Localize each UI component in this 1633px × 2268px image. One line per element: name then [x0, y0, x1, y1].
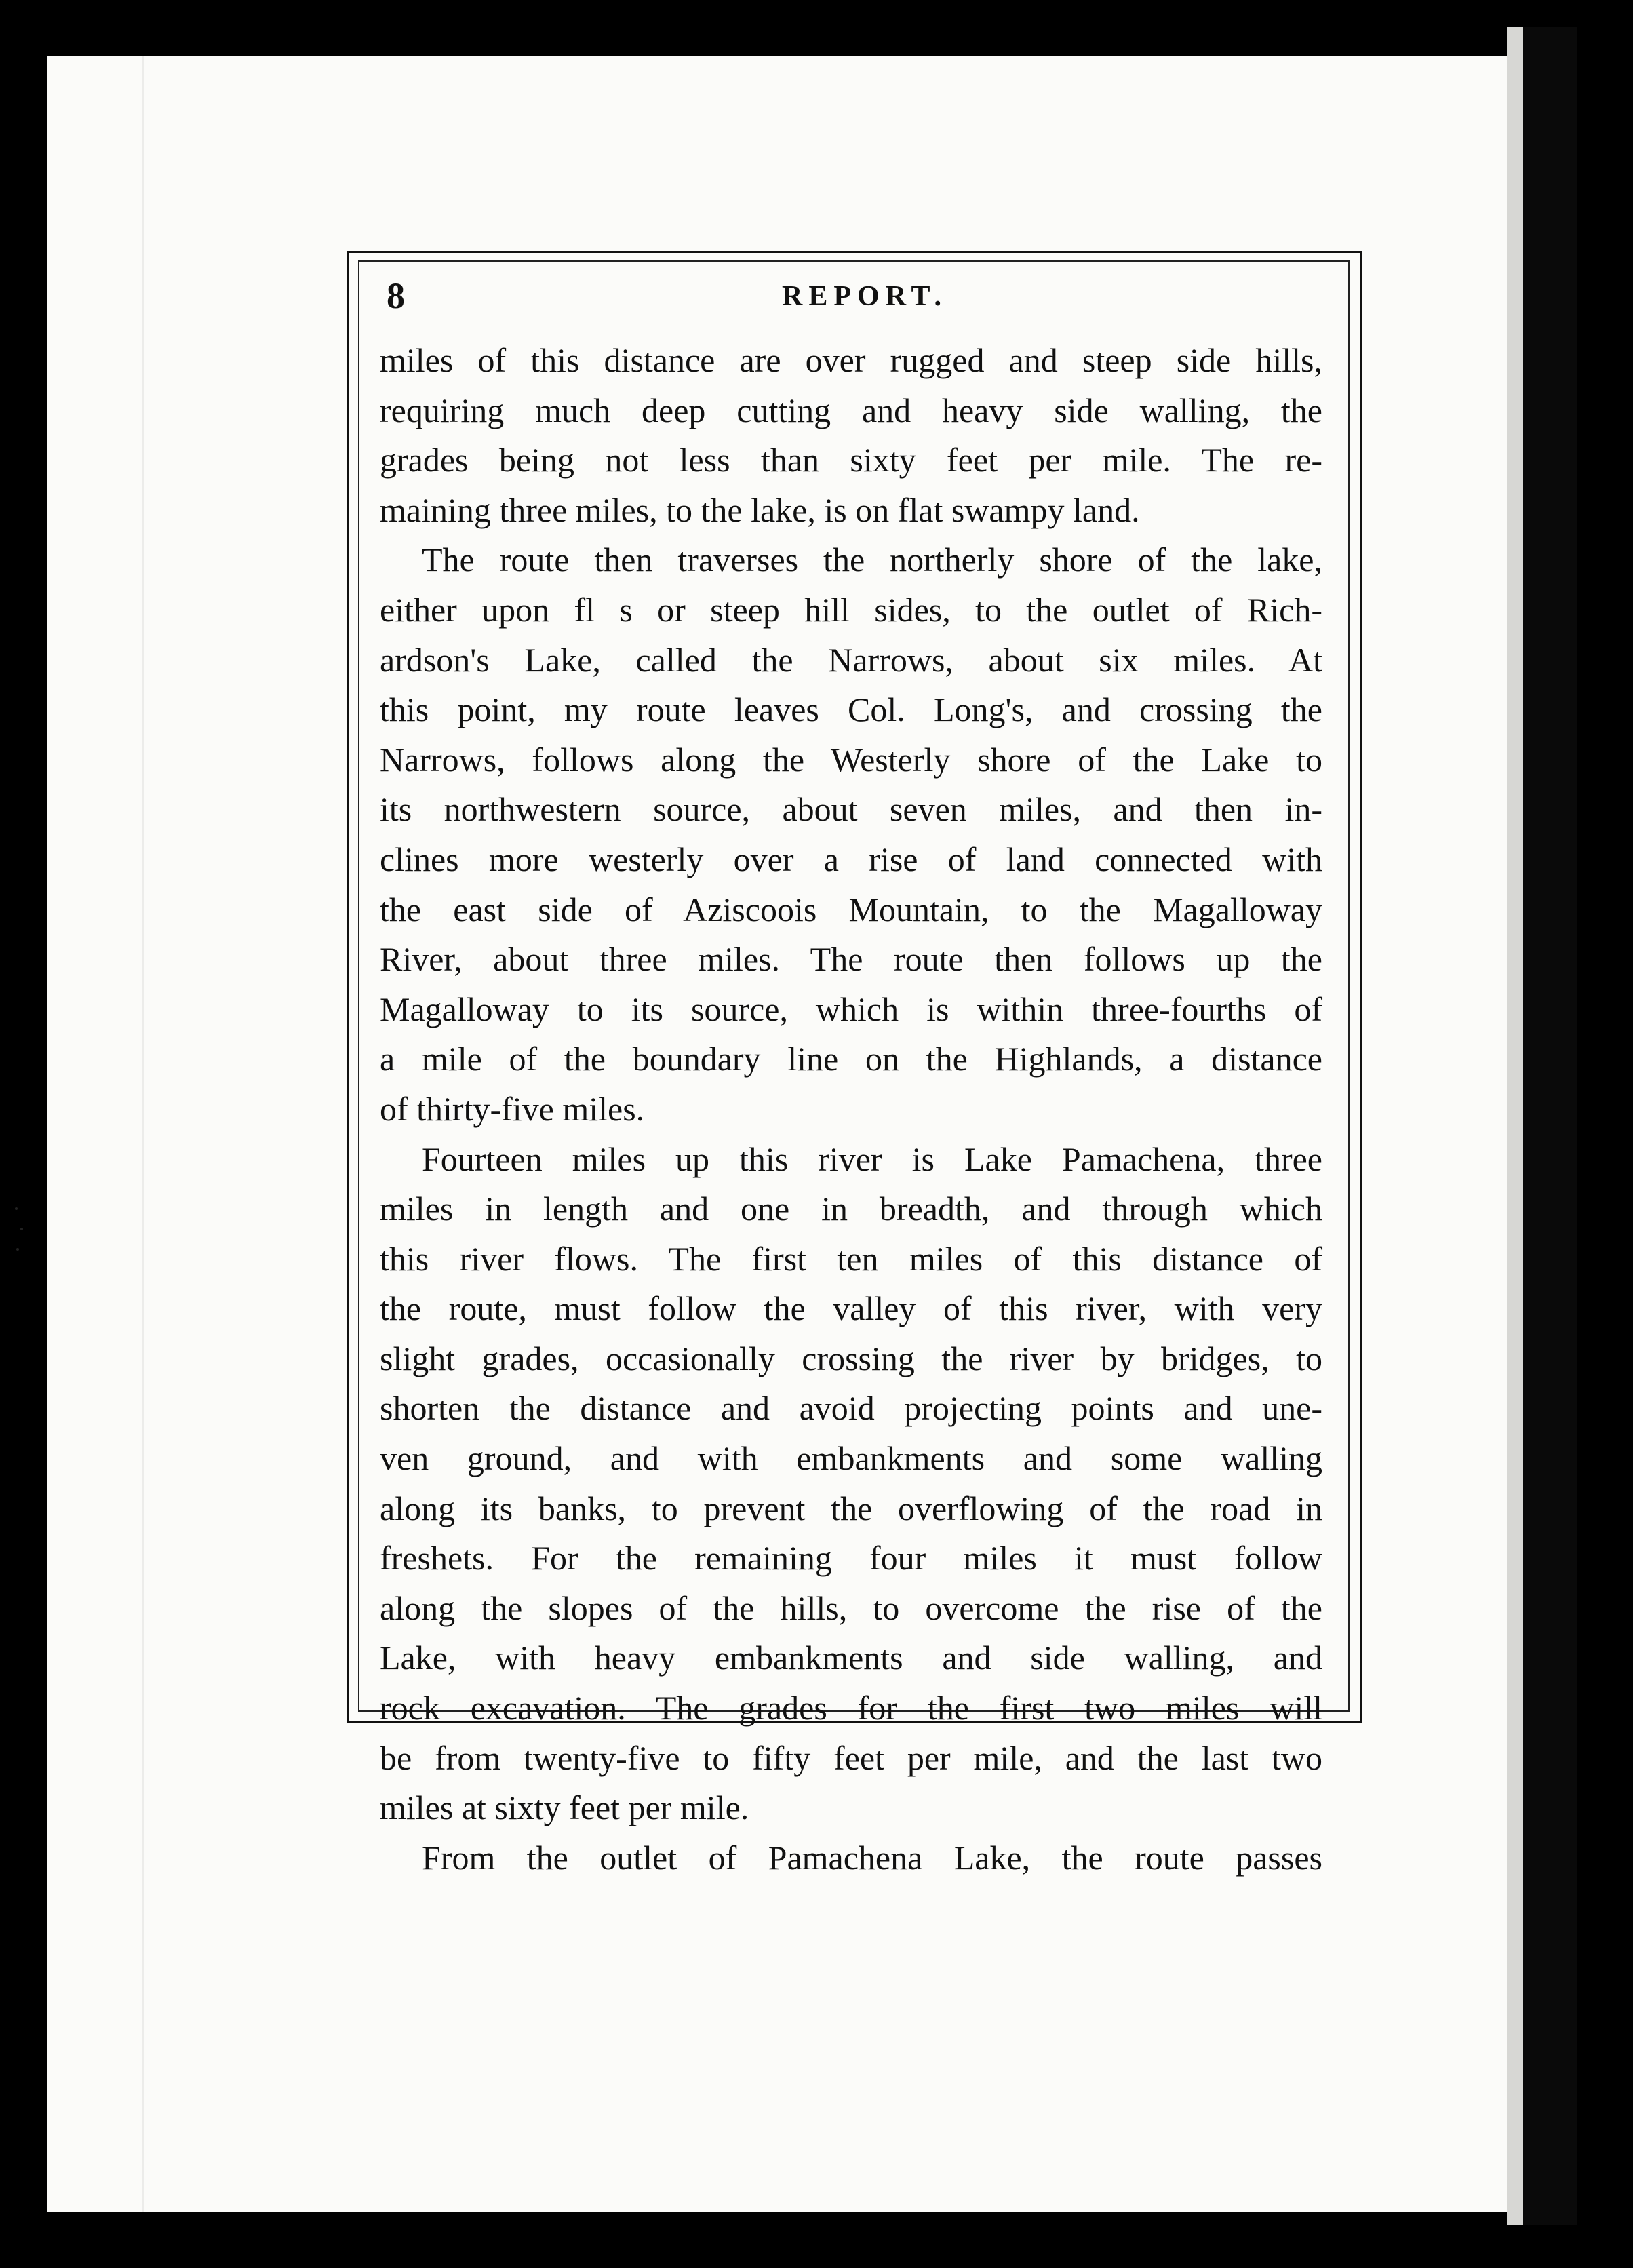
text-line: along its banks, to prevent the overflowing of the road in: [380, 1489, 1322, 1527]
text-line: miles of this distance are over rugged and steep side hills,: [380, 341, 1322, 379]
text-line: miles in length and one in breadth, and through which: [380, 1190, 1322, 1228]
text-line: miles at sixty feet per mile.: [380, 1788, 749, 1827]
page-content: [380, 275, 1350, 1883]
text-line: this river flows. The first ten miles of this distance of: [380, 1239, 1322, 1278]
text-line: From the outlet of Pamachena Lake, the route passes: [422, 1838, 1322, 1877]
text-line: of thirty-five miles.: [380, 1089, 645, 1128]
text-line: rock excavation. The grades for the first two miles will: [380, 1689, 1322, 1727]
text-line: this point, my route leaves Col. Long's, and crossing the: [380, 690, 1322, 729]
body-text: [380, 336, 1350, 1883]
text-line: maining three miles, to the lake, is on flat swampy land.: [380, 490, 1140, 529]
text-line: freshets. For the remaining four miles it must follow: [380, 1539, 1322, 1578]
text-line: along the slopes of the hills, to overcome the rise of the: [380, 1588, 1322, 1627]
scan-specks: [14, 1207, 27, 1262]
text-line: the route, must follow the valley of this river, with very: [380, 1289, 1322, 1328]
text-line: Lake, with heavy embankments and side walling, and: [380, 1639, 1322, 1677]
text-line: its northwestern source, about seven miles, and then in-: [380, 790, 1322, 829]
running-head: REPORT.: [782, 281, 947, 312]
text-line: a mile of the boundary line on the Highlands, a distance: [380, 1040, 1322, 1078]
text-line: ardson's Lake, called the Narrows, about six miles. At: [380, 640, 1322, 679]
page-fold-line: [142, 56, 144, 2212]
text-line: The route then traverses the northerly shore of the lake,: [422, 541, 1322, 579]
text-line: Magalloway to its source, which is within three-fourths of: [380, 990, 1322, 1028]
page-number: 8: [387, 275, 405, 316]
text-line: the east side of Aziscoois Mountain, to the Magalloway: [380, 890, 1322, 928]
text-line: ven ground, and with embankments and some walling: [380, 1439, 1322, 1478]
text-line: be from twenty-five to fifty feet per mile, and the last two: [380, 1738, 1322, 1777]
text-line: slight grades, occasionally crossing the river by bridges, to: [380, 1339, 1322, 1377]
text-line: River, about three miles. The route then follows up the: [380, 940, 1322, 979]
text-line: Narrows, follows along the Westerly shore of the Lake to: [380, 740, 1322, 779]
text-line: grades being not less than sixty feet per mile. The re-: [380, 441, 1322, 480]
page-header: [380, 275, 1350, 336]
text-line: clines more westerly over a rise of land connected with: [380, 840, 1322, 878]
book-gutter: [1507, 27, 1523, 2225]
text-line: Fourteen miles up this river is Lake Pamachena, three: [422, 1139, 1322, 1178]
text-line: requiring much deep cutting and heavy side walling, the: [380, 391, 1322, 429]
text-line: either upon fl s or steep hill sides, to the outlet of Rich-: [380, 590, 1322, 629]
scan-border: [1523, 27, 1577, 2225]
text-line: shorten the distance and avoid projecting points and une-: [380, 1389, 1322, 1428]
